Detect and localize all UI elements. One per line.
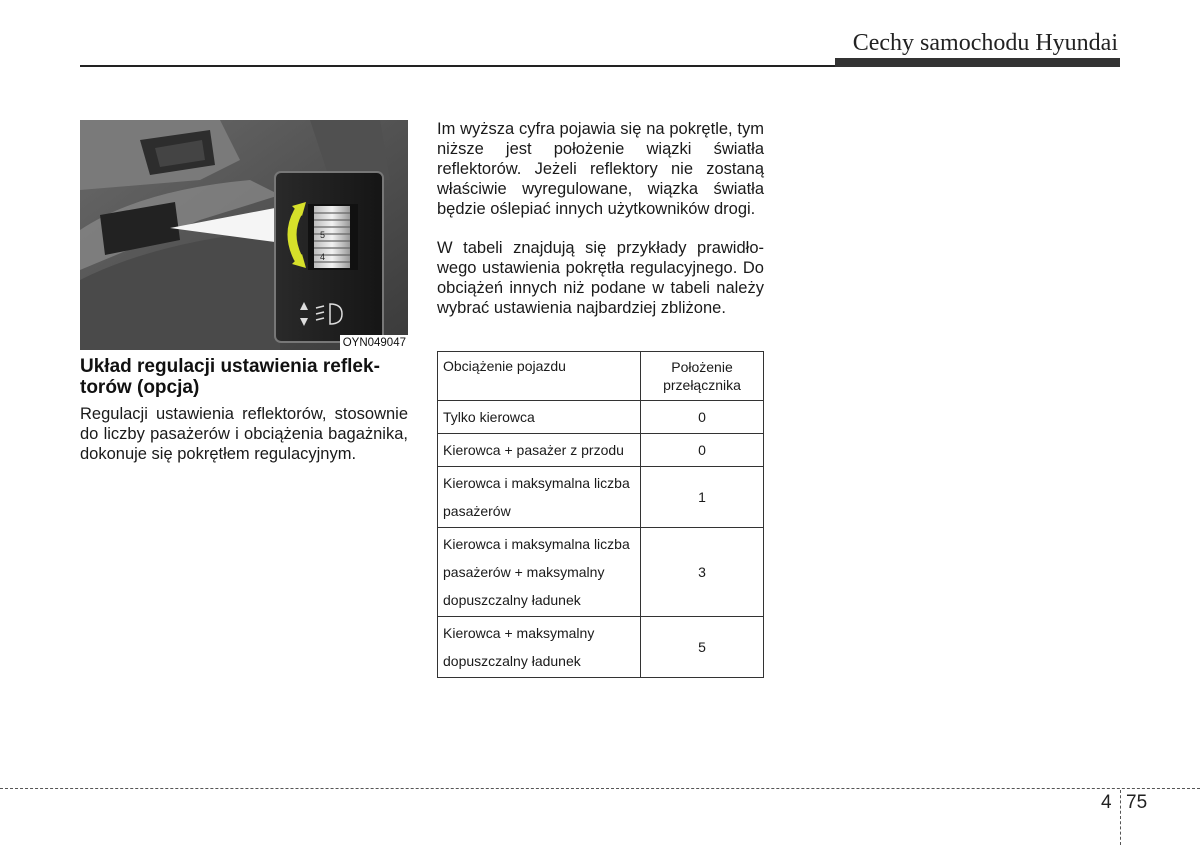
position-cell: 0	[641, 401, 764, 434]
load-cell: Kierowca + pasażer z przodu	[438, 434, 641, 467]
header-rule-thick	[835, 58, 1120, 67]
position-cell: 0	[641, 434, 764, 467]
page-number: 75	[1126, 792, 1148, 813]
footer-divider	[0, 788, 1200, 789]
dashboard-illustration	[80, 120, 408, 350]
table-row	[438, 617, 764, 678]
header-position: Położenie przełącznika	[641, 352, 764, 401]
explanation-paragraph: Im wyższa cyfra pojawia się na pokrętle, tym niższe jest położenie wiązki światła reflektorów. Jeżeli reflektory nie zostaną właściwie wyregulowane, wiązka światła będzie oślepiać innych użytkowników drogi.	[437, 120, 764, 218]
footer-page-divider	[1120, 790, 1121, 845]
position-cell: 5	[641, 617, 764, 678]
figure-code: OYN049047	[340, 335, 408, 350]
load-cell: Tylko kierowca	[438, 401, 641, 434]
position-cell: 1	[641, 467, 764, 528]
table-row	[438, 434, 764, 467]
section-heading: Układ regulacji ustawienia reflektorów (opcja)	[80, 356, 380, 398]
load-cell: Kierowca i maksymalna liczba pasażerów	[438, 467, 641, 528]
table-row	[438, 467, 764, 528]
intro-paragraph: Regulacji ustawienia reflektorów, stosownie do liczby pasażerów i obciążenia bagażnika, dokonuje się pokrętłem regulacyjnym.	[80, 405, 408, 463]
table-row	[438, 401, 764, 434]
table-row	[438, 528, 764, 617]
load-cell: Kierowca + maksymalny dopuszczalny ładunek	[438, 617, 641, 678]
load-cell: Kierowca i maksymalna liczba pasażerów + maksymalny dopuszczalny ładunek	[438, 528, 641, 617]
position-cell: 3	[641, 528, 764, 617]
headlight-leveling-photo	[80, 120, 408, 350]
dial-label-5: 5	[320, 230, 326, 240]
table-intro-paragraph: W tabeli znajdują się przykłady prawidłowego ustawienia pokrętła regulacyjnego. Do obciążeń innych niż podane w tabeli należy wybrać ustawienia najbardziej zbliżone.	[437, 239, 764, 317]
load-settings-table	[437, 351, 764, 678]
chapter-number: 4	[1101, 792, 1112, 813]
dial-label-4: 4	[320, 252, 326, 262]
table-header-row	[438, 352, 764, 401]
running-header-title: Cechy samochodu Hyundai	[852, 30, 1118, 56]
header-load: Obciążenie pojazdu	[438, 352, 641, 401]
header-rule	[80, 65, 835, 67]
